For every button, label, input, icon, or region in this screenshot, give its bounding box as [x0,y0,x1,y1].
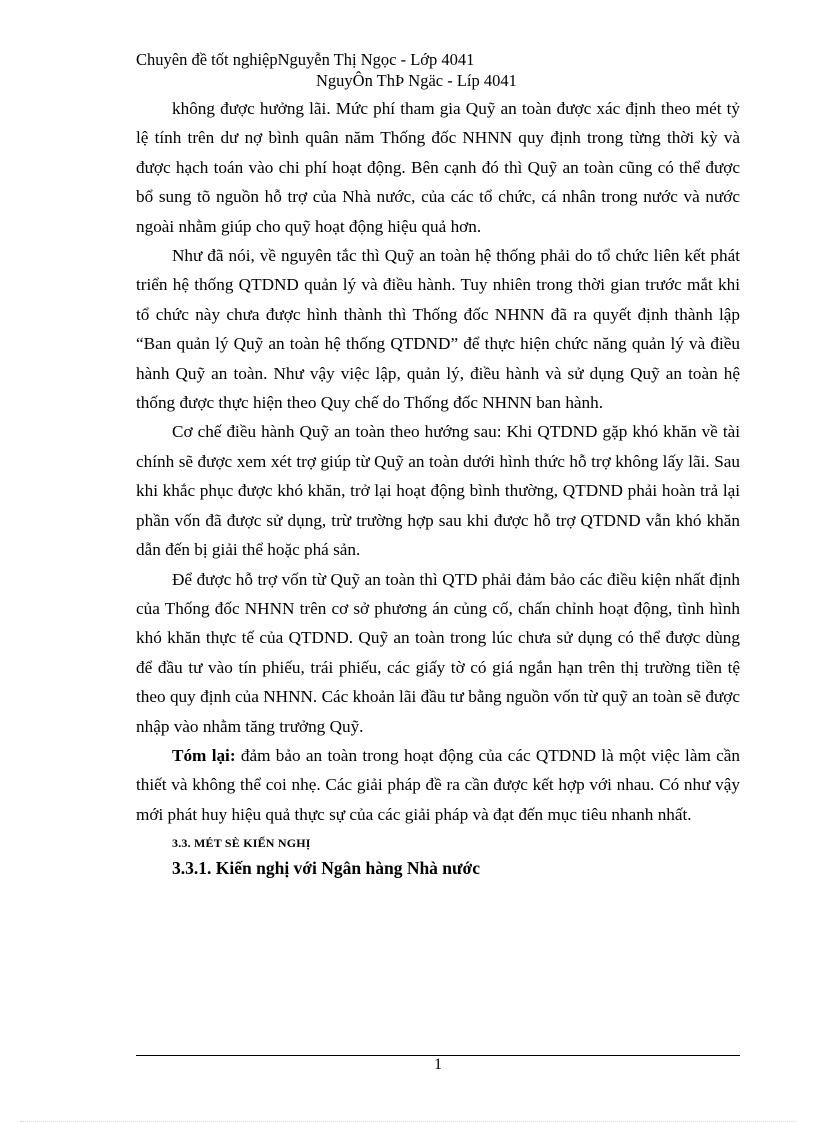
summary-text: đảm bảo an toàn trong hoạt động của các QTDND là một việc làm cần thiết và không thể coi nhẹ. Các giải pháp đề ra cần được kết hợp với nhau. Có như vậy mới phát huy hiệu quả thực sự của các giải pháp và đạt đến mục tiêu nhanh nhất. [136,745,740,824]
paragraph-1: không được hưởng lãi. Mức phí tham gia Quỹ an toàn được xác định theo mét tỷ lệ tính trên dư nợ bình quân năm Thống đốc NHNN quy định trong từng thời kỳ và được hạch toán vào chi phí hoạt động. Bên cạnh đó thì Quỹ an toàn cũng có thể được bổ sung tõ nguồn hỗ trợ của Nhà nước, của các tổ chức, cá nhân trong nước và nước ngoài nhằm giúp cho quỹ hoạt động hiệu quả hơn. [136,99,740,236]
paragraph-3: Cơ chế điều hành Quỹ an toàn theo hướng sau: Khi QTDND gặp khó khăn về tài chính sẽ được xem xét trợ giúp từ Quỹ an toàn dưới hình thức hỗ trợ không lấy lãi. Sau khi khắc phục được khó khăn, trở lại hoạt động bình thường, QTDND phải hoàn trả lại phần vốn đã được sử dụng, trừ trường hợp sau khi được hỗ trợ QTDND vẫn khó khăn dẫn đến bị giải thể hoặc phá sản. [136,422,740,560]
paragraph-4: Để được hỗ trợ vốn từ Quỹ an toàn thì QTD phải đảm bảo các điều kiện nhất định của Thống đốc NHNN trên cơ sở phương án củng cố, chấn chỉnh hoạt động, tình hình khó khăn thực tế của QTDND. Quỹ an toàn trong lúc chưa sử dụng có thể được dùng để đầu tư vào tín phiếu, trái phiếu, các giấy tờ có giá ngắn hạn trên thị trường tiền tệ theo quy định của NHNN. Các khoản lãi đầu tư bằng nguồn vốn từ quỹ an toàn sẽ được nhập vào nhằm tăng trưởng Quỹ. [136,569,740,736]
section-heading: 3.3. MÉT SÈ KIẾN NGHỊ [172,836,311,851]
page-header-line-2: NguyÔn ThÞ Ngäc - Líp 4041 [316,71,517,90]
page-number: 1 [434,1056,442,1073]
page-header-line-1: Chuyên đề tốt nghiệpNguyễn Thị Ngọc - Lớp 4041 [136,50,475,69]
document-body [136,94,740,881]
paragraph-2: Như đã nói, về nguyên tắc thì Quỹ an toàn hệ thống phải do tổ chức liên kết phát triển hệ thống QTDND quản lý và điều hành. Tuy nhiên trong thời gian trước mắt khi tổ chức này chưa được hình thành thì Thống đốc NHNN đã ra quyết định thành lập “Ban quản lý Quỹ an toàn hệ thống QTDND” để thực hiện chức năng quản lý và điều hành Quỹ an toàn. Như vậy việc lập, quản lý, điều hành và sử dụng Quỹ an toàn hệ thống được thực hiện theo Quy chế do Thống đốc NHNN ban hành. [136,246,740,413]
summary-paragraph [136,741,740,829]
subsection-heading: 3.3.1. Kiến nghị với Ngân hàng Nhà nước [172,858,481,879]
page-bottom-border [20,1121,796,1122]
summary-label: Tóm lại: [172,745,236,765]
